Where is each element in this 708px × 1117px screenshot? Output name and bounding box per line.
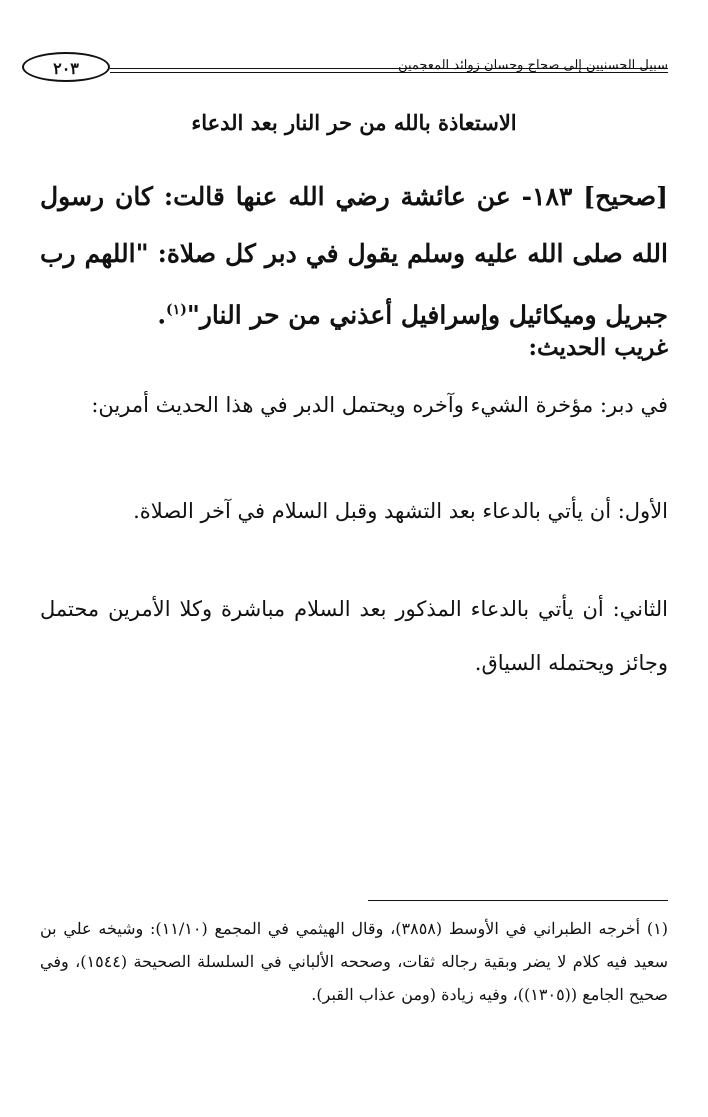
hadith-body: [صحيح] ١٨٣- عن عائشة رضي الله عنها قالت: كان رسول الله صلى الله عليه وسلم يقول في دبر كل صلاة: "اللهم رب جبريل وميكائيل وإسرافيل أعذني من حر النار" [40, 182, 668, 330]
footnote: (١) أخرجه الطبراني في الأوسط (٣٨٥٨)، وقال الهيثمي في المجمع (١١/١٠): وشيخه علي بن سعيد فيه كلام لا يضر وبقية رجاله ثقات، وصححه الألباني في السلسلة الصحيحة (١٥٤٤)، وفي صحيح الجامع ((١٣٠٥))، وفيه زيادة (ومن عذاب القبر). [40, 919, 669, 1004]
hadith-text [40, 168, 668, 343]
hadith-end: . [157, 300, 167, 330]
page-number: ٢٠٣ [22, 52, 110, 82]
page-header [22, 46, 668, 96]
header-rule-double [110, 72, 668, 73]
gharib-paragraph-2: الأول: أن يأتي بالدعاء بعد التشهد وقبل السلام في آخر الصلاة. [133, 499, 668, 523]
gharib-heading: غريب الحديث: [528, 334, 668, 361]
gharib-paragraph-1: في دبر: مؤخرة الشيء وآخره ويحتمل الدبر في هذا الحديث أمرين: [91, 393, 668, 417]
gharib-paragraph-3: الثاني: أن يأتي بالدعاء المذكور بعد السلام مباشرة وكلا الأمرين محتمل وجائز ويحتمله السياق. [40, 597, 668, 675]
chapter-title: الاستعاذة بالله من حر النار بعد الدعاء [191, 110, 517, 135]
header-rule [110, 68, 668, 69]
footnote-marker: (١) [166, 302, 187, 318]
running-title: سبيل الحسنيين إلى صحاح وحسان زوائد المعجمين [398, 58, 668, 73]
footnote-separator [368, 900, 668, 901]
